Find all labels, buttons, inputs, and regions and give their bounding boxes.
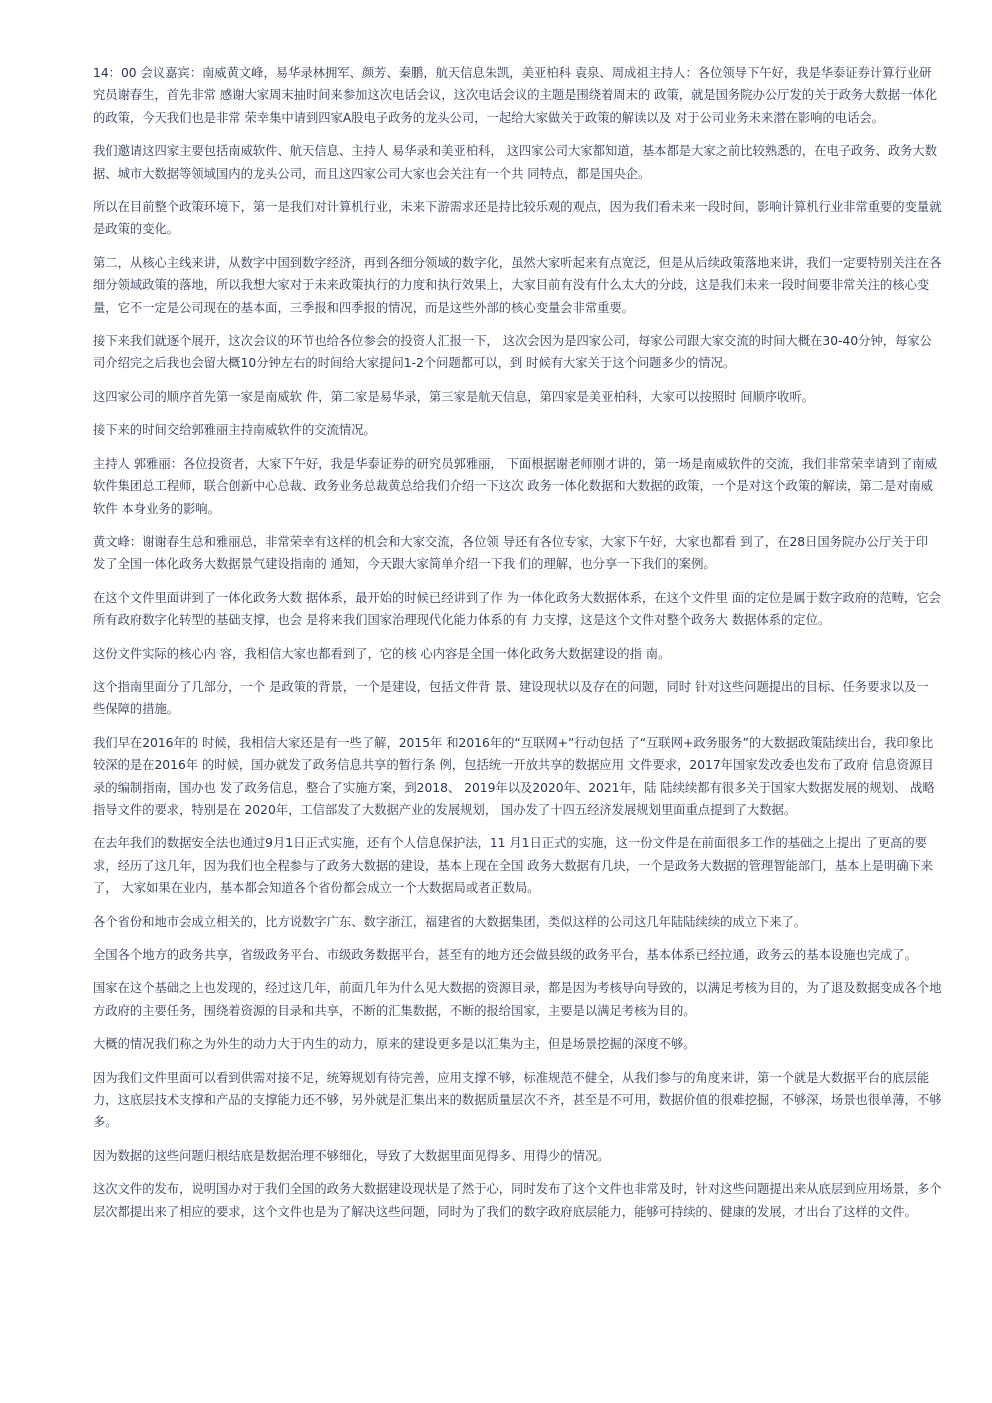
paragraph-9: 黄文峰：谢谢春生总和雅丽总，非常荣幸有这样的机会和大家交流，各位领 导还有各位专家，大家下午好，大家也都看 到了，在28日国务院办公厅关于印 发了全国一体化政务大数据景气建设指南的 通知，今天跟大家简单介绍一下我 们的理解，也分享一下我们的案例。 [93,534,929,572]
paragraph-13: 我们早在2016年的 时候，我相信大家还是有一些了解，2015年 和2016年的“互联网+”行动包括 了“互联网+政务服务”的大数据政策陆续出台，我印象比较深的是在2016年 的时候，国办就发了政务信息共享的暂行条 例，包括统一开放共享的数据应用 文件要求，2017年国家发改委也发布了政府 信息资源目录的编制指南，国办也 发了政务信息，整合了实施方案，到2018、 2019年以及2020年、2021年，陆 陆续续都有很多关于国家大数据发展的规划、 战略指导文件的要求，特别是在 2020年，工信部发了大数据产业的发展规划， 国办发了十四五经济发展规划里面重点提到了大数据。 [93,735,935,817]
paragraph-5: 接下来我们就逐个展开，这次会议的环节也给各位参会的投资人汇报一下， 这次会因为是四家公司，每家公司跟大家交流的时间大概在30-40分钟，每家公 司介绍完之后我也会留大概10分钟左右的时间给大家提问1-2个问题都可以，到 时候有大家关于这个问题多少的情况。 [93,334,932,371]
document-body [93,62,943,1234]
paragraph-10: 在这个文件里面讲到了一体化政务大数 据体系，最开始的时候已经讲到了作 为一体化政务大数据体系，在这个文件里 面的定位是属于数字政府的范畴，它会 所有政府数字化转型的基础支撑，也会 是将来我们国家治理现代化能力体系的有 力支撑，这是这个文件对整个政务大 数据体系的定位。 [93,590,941,628]
paragraph-16: 全国各个地方的政务共享，省级政务平台、市级政务数据平台，甚至有的地方还会做县级的政务平台，基本体系已经拉通，政务云的基本设施也完成了。 [93,948,917,962]
paragraph-2: 我们邀请这四家主要包括南威软件、航天信息、主持人 易华录和美亚柏科， 这四家公司大家都知道，基本都是大家之前比较熟悉的，在电子政务、政务大数 据、城市大数据等领域国内的龙头公司，而且这四家公司大家也会关注有一个共 同特点，都是国央企。 [93,144,938,181]
paragraph-17: 国家在这个基础之上也发现的，经过这几年，前面几年为什么见大数据的资源目录，都是因为考核导向导致的，以满足考核为目的，为了退及数据变成各个地方政府的主要任务，围绕着资源的目录和共享，不断的汇集数据，不断的报给国家，主要是以满足考核为目的。 [93,981,942,1018]
paragraph-12: 这个指南里面分了几部分，一个 是政策的背景，一个是建设，包括文件背 景、建设现状以及存在的问题，同时 针对这些问题提出的目标、任务要求以及一 些保障的措施。 [93,679,929,717]
paragraph-21: 这次文件的发布，说明国办对于我们全国的政务大数据建设现状是了然于心，同时发布了这个文件也非常及时，针对这些问题提出来从底层到应用场景，多个层次都提出来了相应的要求，这个文件也是为了解决这些问题，同时为了我们的数字政府底层能力，能够可持续的、健康的发展，才出台了这样的文件。 [93,1182,942,1219]
paragraph-3: 所以在目前整个政策环境下，第一是我们对计算机行业，未来下游需求还是持比较乐观的观点，因为我们看未来一段时间，影响计算机行业非常重要的变量就是政策的变化。 [93,200,942,237]
paragraph-4: 第二，从核心主线来讲，从数字中国到数字经济，再到各细分领域的数字化，虽然大家听起来有点宽泛，但是从后续政策落地来讲，我们一定要特别关注在各细分领域政策的落地，所以我想大家对于未来政策执行的力度和执行效果上，大家目前有没有什么太大的分歧，这是我们未来一段时间要非常关注的核心变量，它不一定是公司现在的基本面，三季报和四季报的情况，而是这些外部的核心变量会非常重要。 [93,255,942,315]
paragraph-7: 接下来的时间交给郭雅丽主持南威软件的交流情况。 [93,423,376,438]
paragraph-15: 各个省份和地市会成立相关的，比方说数字广东、数字浙江，福建省的大数据集团，类似这样的公司这几年陆陆续续的成立下来了。 [93,914,807,929]
paragraph-6: 这四家公司的顺序首先第一家是南威软 件，第二家是易华录，第三家是航天信息，第四家是美亚柏科，大家可以按照时 间顺序收听。 [93,389,815,404]
paragraph-14: 在去年我们的数据安全法也通过9月1日正式实施，还有个人信息保护法，11 月1日正式的实施，这一份文件是在前面很多工作的基础之上提出 了更高的要 求，经历了这几年，因为我们也全程参与了政务大数据的建设，基本上现在全国 政务大数据有几块，一个是政务大数据的管理智能部门，基本上是明确下来了， 大家如果在业内，基本都会知道各个省份都会成立一个大数据局或者正数局。 [93,836,934,896]
paragraph-20: 因为数据的这些问题归根结底是数据治理不够细化，导致了大数据里面见得多、用得少的情况。 [93,1148,610,1163]
paragraph-19: 因为我们文件里面可以看到供需对接不足，统筹规划有待完善，应用支撑不够，标准规范不健全，从我们参与的角度来讲，第一个就是大数据平台的底层能力，这底层技术支撑和产品的支撑能力还不够，另外就是汇集出来的数据质量层次不齐，甚至是不可用，数据价值的很难挖掘，不够深，场景也很单薄，不够多。 [93,1070,942,1130]
paragraph-18: 大概的情况我们称之为外生的动力大于内生的动力，原来的建设更多是以汇集为主，但是场景挖掘的深度不够。 [93,1037,696,1052]
paragraph-11: 这份文件实际的核心内 容，我相信大家也都看到了，它的核 心内容是全国一体化政务大数据建设的指 南。 [93,646,671,661]
paragraph-8: 主持人 郭雅丽：各位投资者，大家下午好，我是华泰证券的研究员郭雅丽， 下面根据谢老师刚才讲的，第一场是南威软件的交流，我们非常荣幸请到了南威 软件集团总工程师，联合创新中心总裁、政务业务总裁黄总给我们介绍一下这次 政务一体化数据和大数据的政策，一个是对这个政策的解读，第二是对南威软件 本身业务的影响。 [93,456,938,516]
paragraph-1: 14：00 会议嘉宾：南威黄文峰，易华录林拥军、颜芳、秦鹏，航天信息朱凯，美亚柏科 袁泉、周成祖主持人：各位领导下午好，我是华泰证券计算行业研究员谢春生，首先非常 感谢大家周末抽时间来参加这次电话会议，这次电话会议的主题是围绕着周末的 政策，就是国务院办公厅发的关于政务大数据一体化的政策，今天我们也是非常 荣幸集中请到四家A股电子政务的龙头公司，一起给大家做关于政策的解读以及 对于公司业务未来潜在影响的电话会。 [93,66,938,125]
